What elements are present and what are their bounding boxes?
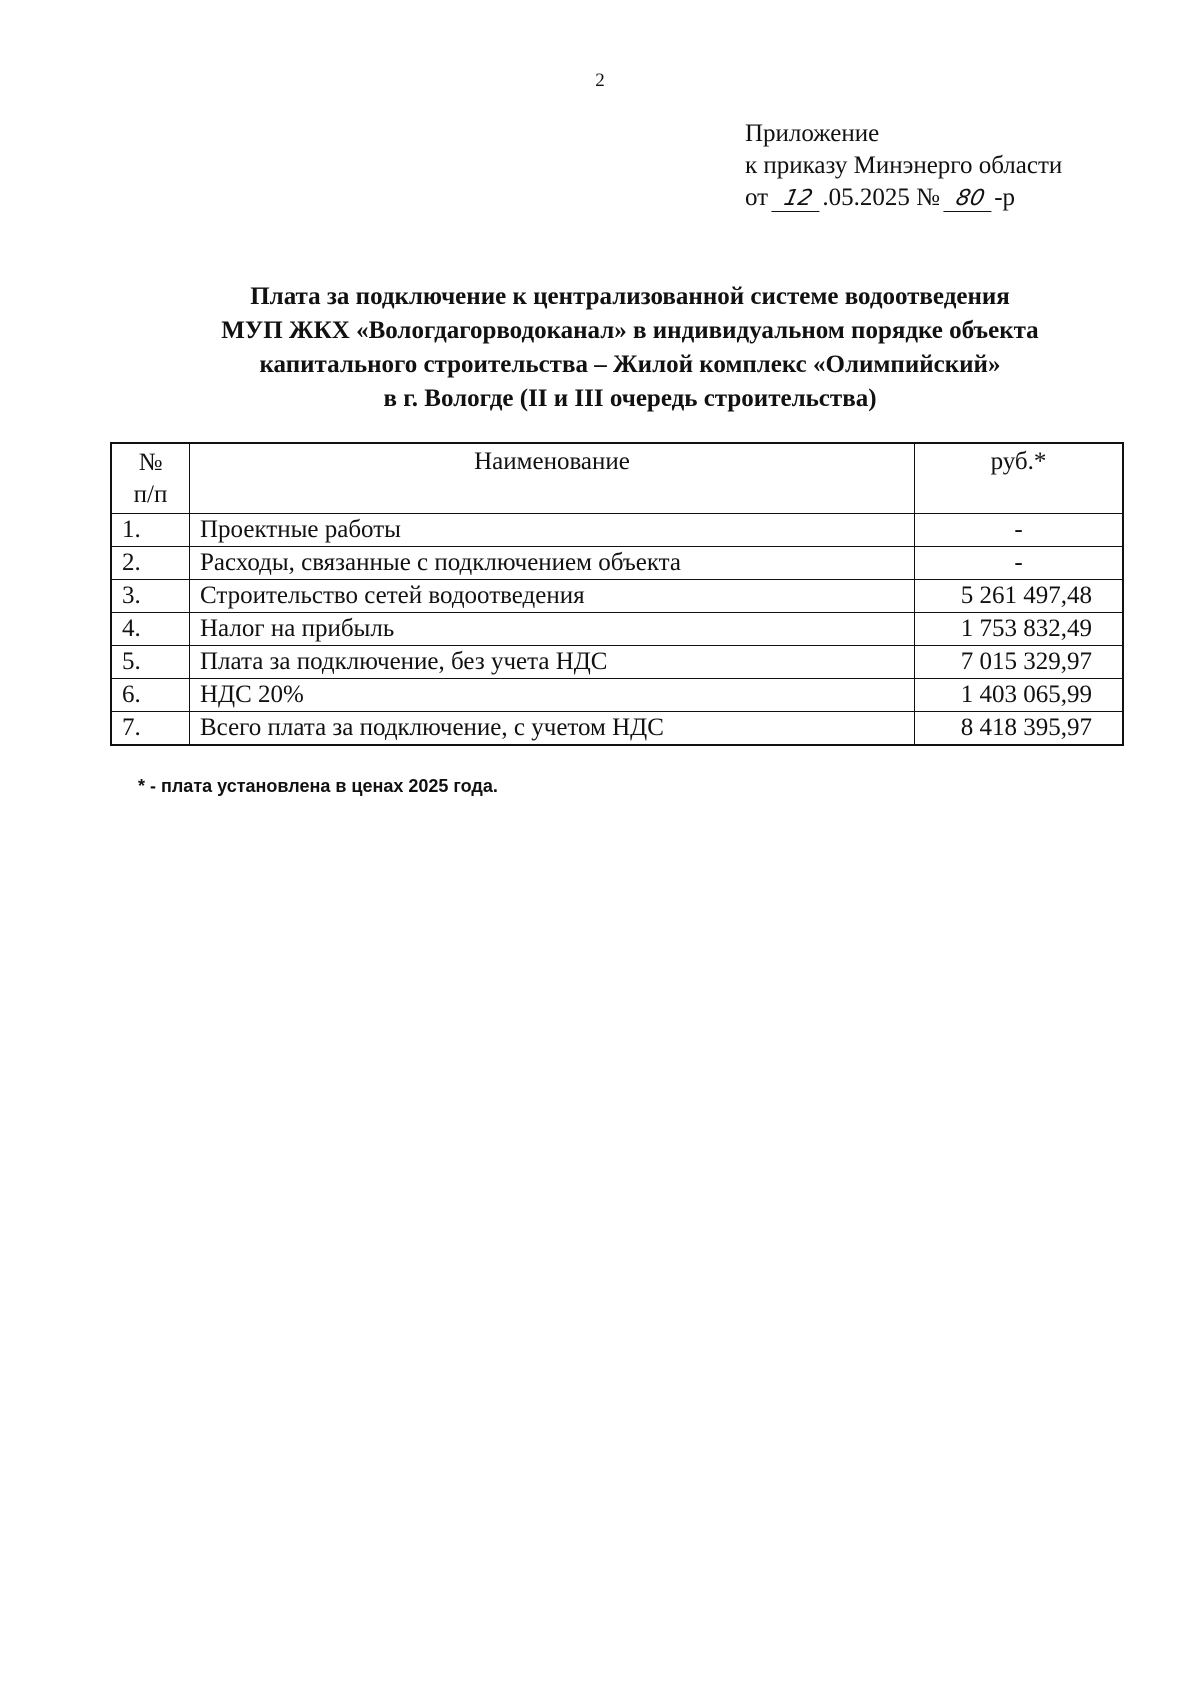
row-number: 6. [111,679,190,712]
row-value: 5 261 497,48 [915,580,1124,613]
header-number [111,443,190,514]
row-number: 3. [111,580,190,613]
table-row [111,514,1123,547]
fee-table [110,442,1124,746]
row-value: - [915,547,1124,580]
page-number: 2 [595,70,605,91]
row-value: 1 753 832,49 [915,613,1124,646]
row-number: 7. [111,712,190,746]
row-name: Плата за подключение, без учета НДС [190,646,915,679]
table-row [111,679,1123,712]
row-name: Расходы, связанные с подключением объекта [190,547,915,580]
row-number: 5. [111,646,190,679]
appendix-reference: к приказу Минэнерго области [745,152,1063,179]
row-name: Проектные работы [190,514,915,547]
handwritten-order-number: 80 [944,187,997,212]
row-name: Всего плата за подключение, с учетом НДС [190,712,915,746]
title-line-4: в г. Вологде (II и III очередь строительства) [383,385,877,412]
header-number-pp: п/п [133,481,168,508]
table-row [111,712,1123,746]
table-row [111,580,1123,613]
date-rest: .05.2025 № [822,184,947,211]
row-number: 4. [111,613,190,646]
title-line-2: МУП ЖКХ «Вологдагорводоканал» в индивидуальном порядке объекта [221,317,1039,344]
header-name: Наименование [190,443,915,514]
row-value: 7 015 329,97 [915,646,1124,679]
table-row [111,613,1123,646]
appendix-heading: Приложение [745,120,880,147]
row-number: 1. [111,514,190,547]
document-title [100,280,1160,416]
row-name: НДС 20% [190,679,915,712]
row-name: Строительство сетей водоотведения [190,580,915,613]
title-line-1: Плата за подключение к централизованной системе водоотведения [250,283,1010,310]
appendix-date-line [745,182,1062,214]
date-prefix: от [745,184,775,211]
header-rub: руб.* [915,443,1124,514]
table-header-row [111,443,1123,514]
appendix-block [745,118,1062,214]
table-row [111,547,1123,580]
title-line-3: капитального строительства – Жилой комплекс «Олимпийский» [259,351,1001,378]
row-value: 8 418 395,97 [915,712,1124,746]
footnote: * - плата установлена в ценах 2025 года. [138,776,498,796]
handwritten-day: 12 [772,187,825,212]
row-value: 1 403 065,99 [915,679,1124,712]
header-number-symbol: № [138,449,163,476]
row-number: 2. [111,547,190,580]
row-name: Налог на прибыль [190,613,915,646]
row-value: - [915,514,1124,547]
order-suffix: -р [994,184,1016,211]
table-row [111,646,1123,679]
